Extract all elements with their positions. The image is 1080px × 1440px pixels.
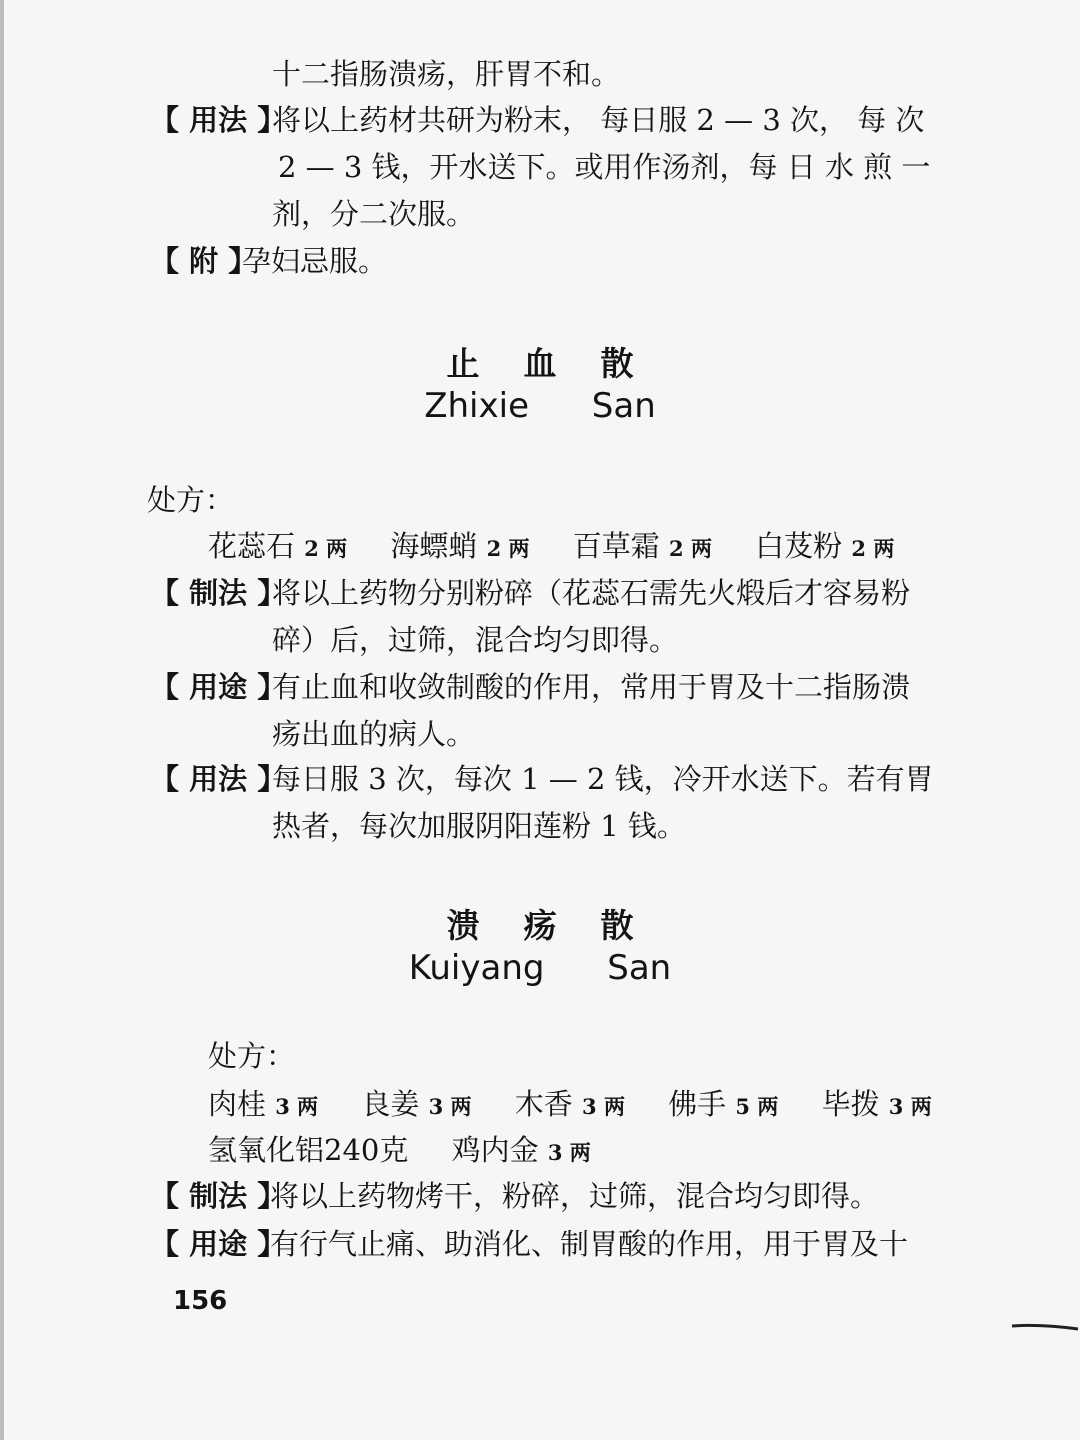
ingredient-list	[208, 528, 894, 567]
note-label: 【 附 】	[150, 244, 258, 278]
prescription-label: 处方：	[147, 483, 235, 517]
ingredient-list	[208, 1132, 591, 1171]
ingredient-name: 毕拨	[821, 1087, 880, 1121]
ingredient-name: 白芨粉	[755, 529, 843, 563]
indication-label: 【 用途 】	[150, 670, 287, 704]
indication-text-line: 疡出血的病人。	[272, 717, 476, 751]
usage-text-line: 热者，每次加服阴阳莲粉 1 钱。	[272, 809, 686, 843]
usage-text-line: 剂，分二次服。	[272, 197, 476, 231]
ingredient-name: 良姜	[361, 1087, 420, 1121]
ingredient-name: 海螵蛸	[390, 529, 478, 563]
recipe-title: 止血散	[446, 344, 678, 383]
usage-text-line: 2 — 3 钱，开水送下。或用作汤剂，每 日 水 煎 一	[278, 150, 931, 184]
ingredient-name: 佛手	[668, 1087, 727, 1121]
ingredient-amount: 3 两	[428, 1094, 472, 1119]
usage-text-line: 每日服 3 次，每次 1 — 2 钱，冷开水送下。若有胃	[272, 762, 934, 796]
ingredient-name: 木香	[514, 1087, 573, 1121]
indication-text-line: 有止血和收敛制酸的作用，常用于胃及十二指肠溃	[272, 670, 911, 704]
recipe-title: 溃疡散	[446, 906, 678, 945]
recipe-title-pinyin: Zhixie San	[424, 386, 656, 426]
recipe-title-pinyin: Kuiyang San	[408, 948, 672, 988]
ingredient-amount: 2 两	[851, 536, 895, 561]
ingredient-name: 花蕊石	[208, 529, 296, 563]
ingredient-amount: 3 两	[275, 1094, 319, 1119]
usage-label: 【 用法 】	[150, 103, 287, 137]
usage-label: 【 用法 】	[150, 762, 287, 796]
scan-artifact	[1010, 1316, 1080, 1336]
ingredient-name: 鸡内金	[451, 1133, 539, 1167]
preparation-label: 【 制法 】	[150, 576, 287, 610]
indication-text-line: 有行气止痛、助消化、制胃酸的作用，用于胃及十	[270, 1227, 909, 1261]
ingredient-amount: 2 两	[669, 536, 712, 561]
ingredient-name: 氢氧化铝240克	[208, 1133, 409, 1167]
ingredient-name: 肉桂	[208, 1087, 267, 1121]
preparation-label: 【 制法 】	[150, 1179, 287, 1213]
ingredient-amount: 3 两	[888, 1094, 932, 1119]
prescription-label: 处方：	[208, 1039, 296, 1073]
preparation-text-line: 碎）后，过筛，混合均匀即得。	[272, 623, 679, 657]
page-number: 156	[173, 1286, 228, 1316]
scan-edge	[0, 0, 4, 1440]
continued-text: 十二指肠溃疡，肝胃不和。	[272, 57, 621, 91]
ingredient-amount: 3 两	[547, 1140, 591, 1165]
ingredient-amount: 2 两	[486, 536, 530, 561]
ingredient-amount: 2 两	[304, 536, 348, 561]
indication-label: 【 用途 】	[150, 1227, 287, 1261]
preparation-text-line: 将以上药物烤干，粉碎，过筛，混合均匀即得。	[270, 1179, 880, 1213]
ingredient-amount: 5 两	[735, 1094, 779, 1119]
note-text: 孕妇忌服。	[242, 244, 388, 278]
preparation-text-line: 将以上药物分别粉碎（花蕊石需先火煅后才容易粉	[272, 576, 911, 610]
ingredient-amount: 3 两	[582, 1094, 625, 1119]
ingredient-list	[208, 1086, 932, 1125]
ingredient-name: 百草霜	[572, 529, 660, 563]
usage-text-line: 将以上药材共研为粉末， 每日服 2 — 3 次， 每 次	[272, 103, 925, 137]
